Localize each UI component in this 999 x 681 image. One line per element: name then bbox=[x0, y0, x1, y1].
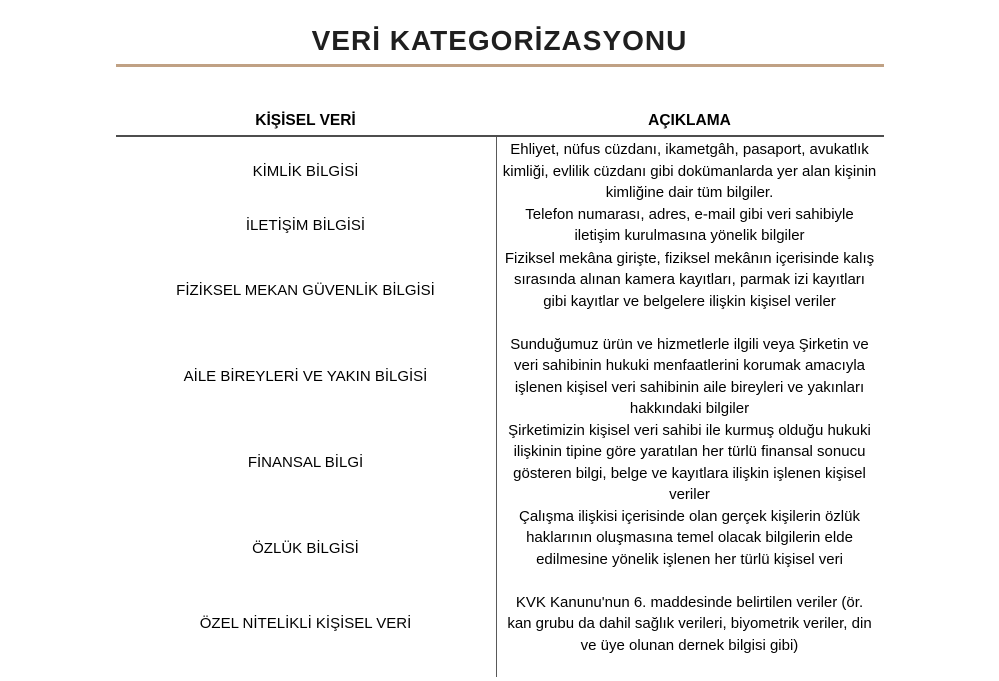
category-cell: ÖZEL NİTELİKLİ KİŞİSEL VERİ bbox=[199, 615, 412, 633]
table-header-row bbox=[116, 111, 884, 137]
column-header-personal-data: KİŞİSEL VERİ bbox=[255, 112, 356, 129]
category-cell: FİZİKSEL MEKAN GÜVENLİK BİLGİSİ bbox=[176, 282, 435, 299]
table-row bbox=[116, 506, 884, 592]
description-cell: Şirketimizin kişisel veri sahibi ile kurmuş olduğu hukuki ilişkinin tipine göre yaratılan her türlü finansal sonucu gösteren bilgi, belge ve kayıtlara ilişkin işlenen kişisel veriler bbox=[508, 421, 871, 503]
table-row bbox=[116, 334, 884, 420]
category-cell: KİMLİK BİLGİSİ bbox=[252, 162, 359, 180]
table-row bbox=[116, 248, 884, 334]
column-divider bbox=[496, 137, 498, 677]
description-cell: KVK Kanunu'nun 6. maddesinde belirtilen veriler (ör. kan grubu da dahil sağlık verileri, biyometrik veriler, din ve üye olunan dernek bilgisi gibi) bbox=[507, 593, 872, 654]
category-cell: AİLE BİREYLERİ VE YAKIN BİLGİSİ bbox=[183, 368, 428, 385]
title-underline bbox=[116, 64, 884, 67]
description-cell: Telefon numarası, adres, e-mail gibi veri sahibiyle iletişim kurulmasına yönelik bilgiler bbox=[525, 205, 854, 244]
table-row bbox=[116, 139, 884, 204]
table-row bbox=[116, 420, 884, 506]
column-header-explanation: AÇIKLAMA bbox=[648, 112, 731, 129]
table-row bbox=[116, 204, 884, 248]
category-cell: ÖZLÜK BİLGİSİ bbox=[252, 540, 359, 557]
table-row bbox=[116, 592, 884, 657]
description-cell: Sunduğumuz ürün ve hizmetlerle ilgili veya Şirketin ve veri sahibinin hukuki menfaatlerini korumak amacıyla işlenen kişisel veri sahibinin aile bireyleri ve yakınları hakkındaki bilgiler bbox=[510, 335, 869, 417]
description-cell: Ehliyet, nüfus cüzdanı, ikametgâh, pasaport, avukatlık kimliği, evlilik cüzdanı gibi dokümanlarda yer alan kişinin kimliğine dair tüm bilgiler. bbox=[502, 141, 877, 201]
category-cell: FİNANSAL BİLGİ bbox=[247, 454, 364, 471]
description-cell: Çalışma ilişkisi içerisinde olan gerçek kişilerin özlük haklarının oluşmasına temel olacak bilgilerin elde edilmesine yönelik işlenen her türlü kişisel veri bbox=[519, 507, 860, 568]
category-cell: İLETİŞİM BİLGİSİ bbox=[245, 217, 366, 234]
description-cell: Fiziksel mekâna girişte, fiziksel mekânın içerisinde kalış sırasında alınan kamera kayıtları, parmak izi kayıtları gibi kayıtlar ve belgelere ilişkin kişisel veriler bbox=[504, 249, 875, 310]
data-categorization-table bbox=[116, 111, 884, 656]
table-body bbox=[116, 137, 884, 656]
page-title: VERİ KATEGORİZASYONU bbox=[311, 25, 688, 56]
